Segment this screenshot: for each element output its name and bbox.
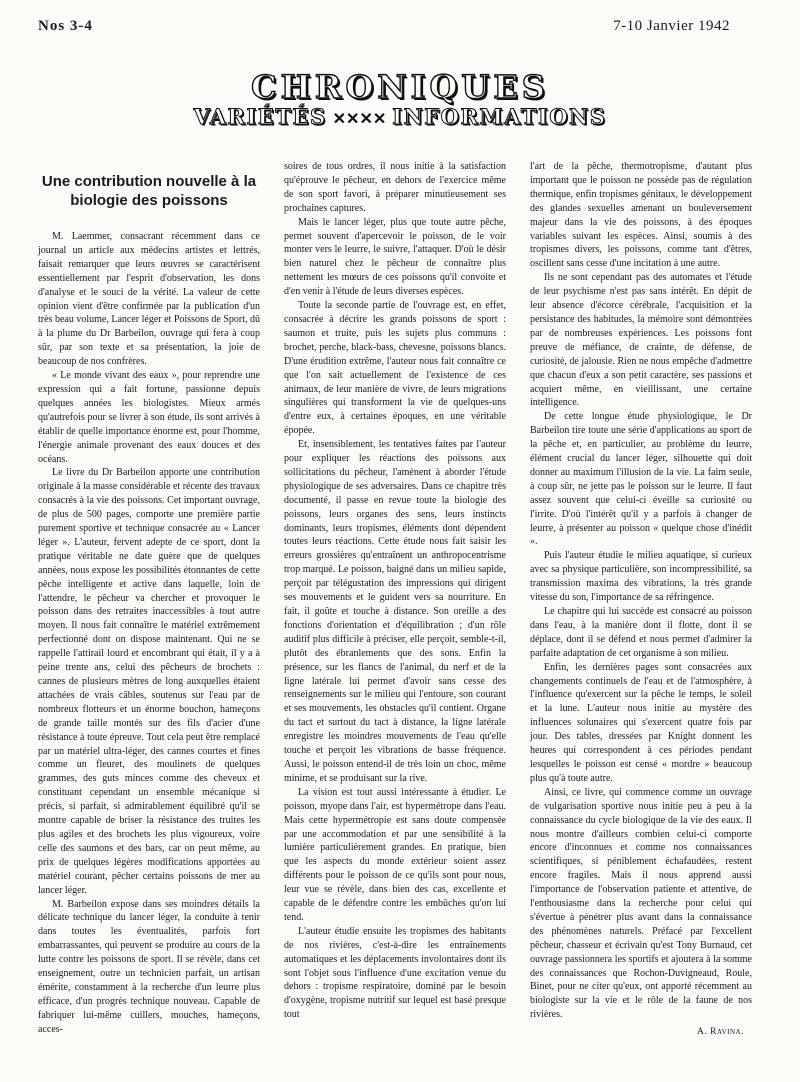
issue-number: Nos 3-4 bbox=[38, 18, 93, 34]
paragraph: M. Barbeilon expose dans ses moindres détails la délicate technique du lancer léger, la conduite à tenir dans toutes les éventualités, parfois fort embarrassantes, qui peuvent se produire au cours de la lutte contre les poissons de sport. Il se révèle, dans cet enseignement, outre un technicien parfait, un artisan émérite, constamment à la recherche d'un leurre plus efficace, d'un progrès technique nouveau. Capable de fabriquer lui-même cuillers, mouches, hameçons, acces- bbox=[38, 898, 260, 1035]
paragraph: Puis l'auteur étudie le milieu aquatique, si curieux avec sa physique particulière, son incompressibilité, sa transmission maxima des vibrations, la très grande vitesse du son, l'importance de sa réfringence. bbox=[530, 550, 752, 604]
paragraph: Ainsi, ce livre, qui commence comme un ouvrage de vulgarisation sportive nous initie peu à peu à la connaissance du cycle biologique de la vie des eaux. Il nous montre d'ailleurs combien celui-ci comporte encore d'inconnues et comme nos connaissances scientifiques, si péniblement échafaudées, restent encore fragiles. Mais il nous apprend aussi l'importance de l'observation patiente et attentive, de l'enthousiasme dans la recherche pour celui qui s'évertue à pénétrer plus avant dans la connaissance des phénomènes naturels. Préfacé par l'excellent pêcheur, chasseur et écrivain qu'est Tony Burnaud, cet ouvrage passionnera les sportifs et ajoutera à la somme des connaissances que Rochon-Duvigneaud, Roule, Binet, pour ne citer qu'eux, ont apporté récemment au biologiste sur la vie et le rôle de la faune de nos rivières. bbox=[530, 786, 752, 1021]
author-signature bbox=[530, 1026, 752, 1040]
masthead-title: CHRONIQUES bbox=[251, 68, 549, 106]
masthead-varietes: VARIÉTÉS bbox=[193, 104, 327, 129]
author-name: A. Ravina. bbox=[697, 1027, 744, 1038]
masthead-subtitle bbox=[0, 104, 800, 129]
paragraph: Ils ne sont cependant pas des automates et l'étude de leur psychisme n'est pas sans intérêt. En dépit de leur absence d'écorce cérébrale, l'acquisition et la persistance des habitudes, la mémoire sont démontrées par de nombreuses expériences. Les poissons font preuve de méfiance, de crainte, de défense, de curiosité, de jalousie. Rien ne nous empêche d'admettre que chacun d'eux a son petit caractère, ses passions et acquiert même, en vieillissant, une certaine intelligence. bbox=[530, 272, 753, 409]
masthead-ornament: ✕✕✕✕ bbox=[332, 109, 387, 128]
paragraph: La vision est tout aussi intéressante à étudier. Le poisson, myope dans l'air, est hypermétrope dans l'eau. Mais cette hypermétropie est sans doute compensée par une accommodation et par une sensibilité à la lumière particulièrement grandes. En pratique, bien que les aspects du monde extérieur soient assez différents pour le poisson de ce qu'ils sont pour nous, leur vue se révèle, dans bien des cas, excellente et capable de le défendre contre les embûches qu'on lui tend. bbox=[284, 786, 506, 923]
article-column-1 bbox=[38, 230, 260, 1037]
paragraph: De cette longue étude physiologique, le Dr Barbeilon tire toute une série d'applications au sport de la pêche et, en particulier, au problème du leurre, élément crucial du lancer léger, silhouette qui doit donner au maximum l'illusion de la vie. La faim seule, à coup sûr, ne jette pas le poisson sur le leurre. Il faut assez souvent que celui-ci éveille sa curiosité ou l'irrite. D'où l'intérêt qu'il y a parfois à changer de leurre, à présenter au poisson « quelque chose d'inédit ». bbox=[530, 411, 752, 548]
paragraph: Mais le lancer léger, plus que toute autre pêche, permet souvent d'apercevoir le poisson, de le voir monter vers le leurre, le suivre, l'attaquer. D'où le désir bien naturel chez le pêcheur de connaître plus nettement les mœurs de ces poissons qu'il convoite et d'en venir à l'étude de leurs diverses espèces. bbox=[284, 216, 506, 298]
article-title: Une contribution nouvelle à la biologie des poissons bbox=[41, 173, 257, 209]
issue-date: 7-10 Janvier 1942 bbox=[613, 18, 730, 34]
paragraph: Enfin, les dernières pages sont consacrées aux changements continuels de l'eau et de l'atmosphère, à l'influence qu'exercent sur la pêche le temps, le soleil et la lune. L'auteur nous initie au mystère des influences solunaires qui s'exercent quatre fois par jour. Des tables, dressées par Knight donnent les heures qui correspondent à ces périodes pendant lesquelles le poisson est censé « mordre » beaucoup plus qu'à toute autre. bbox=[530, 661, 752, 784]
paragraph: Et, insensiblement, les tentatives faites par l'auteur pour expliquer les réactions des poissons aux sollicitations du pêcheur, l'amènent à aborder l'étude physiologique de ses adversaires. Dans ce chapitre très documenté, il passe en revue toute la biologie des poissons, leurs organes des sens, leurs instincts dominants, leurs tropismes, éléments dont dépendent toutes leurs réactions. Cette étude nous fait saisir les erreurs grossières qu'entraînent un anthropocentrisme trop marqué. Le poisson, baigné dans un milieu sapide, perçoit par télégustation des impressions qui dirigent ses mouvements et le guident vers sa nourriture. En fait, il goûte et touche à distance. Son oreille a des fonctions d'orientation et d'équilibration ; d'un rôle auditif plus difficile à préciser, elle perçoit, semble-t-il, plutôt des ébranlements que des sons. Enfin la présence, sur les flancs de l'animal, du nerf et de la ligne latérale lui permet d'avoir sans cesse des renseignements sur le milieu qui l'entoure, son courant et ses mouvements, les obstacles qu'il contient. Organe du tact et surtout du tact à distance, la ligne latérale enregistre les moindres mouvements de l'eau qu'elle touche et perçoit les vibrations de basse fréquence. Aussi, le poisson entend-il de très loin un choc, même minime, et se produisant sur la rive. bbox=[284, 439, 506, 784]
paragraph: « Le monde vivant des eaux », pour reprendre une expression qui a fait fortune, passionne depuis quelques années les biologistes. Mieux armés qu'autrefois pour se livrer à son étude, ils sont arrivés à établir de quelle importance énorme est, pour l'homme, l'énergie animale provenant des eaux douces et des océans. bbox=[38, 370, 260, 465]
paragraph: l'art de la pêche, thermotropisme, d'autant plus important que le poisson ne possède pas de régulation thermique, enfin tropismes génitaux, le développement des glandes sexuelles amenant un bouleversement majeur dans la vie des poissons, à des époques variables suivant les espèces. Ainsi, soumis à des tropismes divers, les poissons, comme tant d'êtres, oscillent sans cesse d'une incitation à une autre. bbox=[530, 161, 752, 270]
article-column-2 bbox=[284, 160, 506, 1022]
paragraph: Le livre du Dr Barbeilon apporte une contribution originale à la masse considérable et récente des travaux consacrés à la vie des poissons. Cet important ouvrage, de plus de 500 pages, comporte une première partie purement sportive et technique consacrée au « Lancer léger ». L'auteur, fervent adepte de ce sport, dont la pratique véritable ne date guère que de quelques années, nous expose les possibilités étonnantes de cette pêche intelligente et active dans laquelle, loin de l'attendre, le pêcheur va chercher et provoquer le poisson dans des retraites inaccessibles à tout autre moyen. Il nous fait connaître le matériel extrêmement perfectionné dont on dispose maintenant. Qui ne se rappelle l'attirail lourd et encombrant qui était, il y a à peine trente ans, celui des pêcheurs de brochets : cannes de plusieurs mètres de long auxquelles étaient attachées de vrais câbles, soutenus sur l'eau par de nombreux flotteurs et un énorme bouchon, hameçons de grande taille montés sur des fils d'acier d'une résistance à toute épreuve. Tout cela peut être remplacé par un matériel ultra-léger, des cannes courtes et fines comme un fleuret, des moulinets de quelques grammes, des guts minces comme des cheveux et constituant cependant un ensemble mécanique si précis, si parfait, si admirablement équilibré qu'il se montre capable de briser la résistance des truites les plus agiles et des brochets les plus vigoureux, voire celle des saumons et des bars, car on peut même, au prix de quelques légères modifications apportées au matériel courant, pêcher certains poissons de mer au lancer léger. bbox=[38, 467, 260, 896]
paragraph: M. Laemmer, consacrant récemment dans ce journal un article aux médecins artistes et lettrés, faisait remarquer que leurs œuvres se caractérisent essentiellement par l'esprit d'observation, les dons d'analyse et le souci de la vérité. La valeur de cette opinion vient d'être confirmée par la publication d'un très beau volume, Lancer léger et Poissons de Sport, dû à la plume du Dr Barbeilon, ouvrage qui fera à coup sûr, par son texte et sa présentation, la joie de beaucoup de nos confrères. bbox=[38, 231, 260, 368]
paragraph: Le chapitre qui lui succède est consacré au poisson dans l'eau, à la manière dont il flotte, dont il se déplace, dont il se défend et nous permet d'admirer la parfaite adaptation de cet organisme à son milieu. bbox=[530, 606, 752, 659]
paragraph: Toute la seconde partie de l'ouvrage est, en effet, consacrée à décrire les grands poissons de sport : saumon et truite, puis les sujets plus communs : brochet, perche, black-bass, chevesne, poissons blancs. D'une érudition extrême, l'auteur nous fait connaître ce que l'on sait actuellement de l'existence de ces animaux, de leur manière de vivre, de leurs migrations singulières qui transforment la vie de quelques-uns d'entre eux, à certaines époques, en une véritable épopée. bbox=[284, 300, 506, 437]
paragraph: L'auteur étudie ensuite les tropismes des habitants de nos rivières, c'est-à-dire les entraînements automatiques et les déplacements involontaires dont ils sont l'objet sous l'influence d'une excitation venue du dehors : tropisme respiratoire, dominé par le besoin d'oxygène, tropisme nutritif sur lequel est basé presque tout bbox=[284, 925, 506, 1021]
paragraph: soires de tous ordres, il nous initie à la satisfaction qu'éprouve le pêcheur, en dehors de l'exercice même de son sport favori, à préparer minutieusement ses prochaines captures. bbox=[284, 161, 506, 214]
article-column-3 bbox=[530, 160, 752, 1040]
masthead-informations: INFORMATIONS bbox=[392, 104, 607, 129]
